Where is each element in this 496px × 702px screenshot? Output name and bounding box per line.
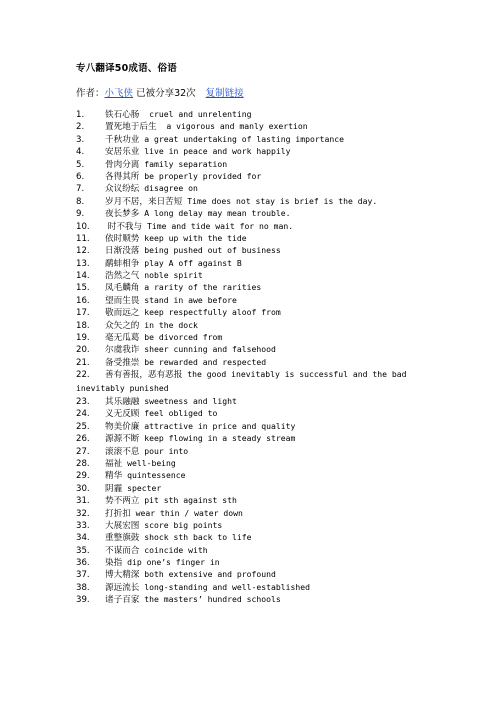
item-chinese: 义无反顾 [105, 409, 140, 420]
list-item [76, 519, 456, 531]
item-chinese: 物美价廉 [105, 421, 140, 432]
item-chinese: 尔虞我诈 [105, 345, 140, 356]
item-english: be properly provided for [139, 170, 262, 181]
list-item [76, 281, 456, 293]
list-item [76, 220, 456, 232]
item-english: both extensive and profound [139, 569, 276, 580]
item-chinese: 势不两立 [105, 496, 140, 507]
item-chinese: 铁石心肠 [105, 110, 140, 120]
item-english: noble spirit [139, 270, 203, 281]
item-chinese: 备受推崇 [105, 357, 140, 368]
item-number: 13. [76, 258, 90, 269]
list-item [76, 331, 456, 343]
item-english: be rewarded and respected [139, 356, 267, 367]
item-chinese: 染指 [105, 558, 123, 569]
list-item [76, 294, 456, 306]
item-english: stand in awe before [139, 294, 237, 305]
item-chinese: 日渐没落 [105, 246, 140, 257]
item-chinese: 敬而远之 [105, 308, 140, 319]
item-number: 23. [76, 397, 90, 408]
list-item [76, 207, 456, 219]
list-item [76, 395, 456, 407]
item-english: disagree on [139, 183, 198, 194]
item-number: 35. [76, 545, 90, 556]
item-chinese: 打折扣 [105, 508, 131, 519]
item-number: 17. [76, 308, 90, 319]
item-number: 24. [76, 409, 90, 420]
item-chinese: 骨肉分离 [105, 159, 140, 170]
list-item [76, 133, 456, 145]
item-english: live in peace and work happily [139, 146, 291, 157]
item-number: 27. [76, 446, 90, 457]
list-item [76, 108, 456, 120]
item-chinese: 时不我与 [105, 221, 143, 232]
list-item [76, 257, 456, 269]
item-number: 33. [76, 520, 90, 531]
item-english: feel obliged to [139, 408, 218, 419]
item-number: 39. [76, 595, 90, 606]
item-number: 9. [76, 209, 85, 220]
item-chinese: 重整旗鼓 [105, 533, 140, 544]
item-english: Time and tide wait for no man. [142, 220, 294, 231]
item-number: 5. [76, 159, 85, 170]
item-chinese: 其乐融融 [105, 397, 140, 408]
item-number: 36. [76, 558, 90, 569]
list-item [76, 507, 456, 519]
item-number: 26. [76, 434, 90, 445]
item-chinese: 凤毛麟角 [105, 283, 140, 294]
list-item [76, 170, 456, 182]
item-chinese: 依时顺势 [105, 233, 140, 244]
list-item [76, 556, 456, 568]
item-chinese: 善有善报，恶有恶报 [105, 370, 183, 381]
item-chinese: 精华 [105, 471, 123, 482]
list-item [76, 432, 456, 444]
item-chinese: 鹬蚌相争 [105, 258, 140, 269]
item-english: keep up with the tide [139, 232, 247, 243]
item-chinese: 各得其所 [105, 171, 140, 182]
list-item [76, 158, 456, 170]
item-english: attractive in price and quality [139, 420, 296, 431]
item-english: keep flowing in a steady stream [139, 433, 296, 444]
list-item [76, 120, 456, 132]
item-english: a vigorous and manly exertion [156, 121, 308, 132]
list-item [76, 457, 456, 469]
item-chinese: 千秋功业 [105, 134, 140, 145]
item-english: quintessence [122, 470, 186, 481]
item-english: score big points [139, 519, 223, 530]
list-item [76, 343, 456, 355]
item-number: 3. [76, 134, 85, 145]
item-chinese: 众矢之的 [105, 320, 140, 331]
item-chinese: 源源不断 [105, 434, 140, 445]
item-number: 18. [76, 320, 90, 331]
list-item [76, 445, 456, 457]
item-number: 21. [76, 357, 90, 368]
item-english: Time does not stay is brief is the day. [182, 195, 378, 206]
item-chinese: 置死地于后生 [105, 122, 157, 133]
item-chinese: 源远流长 [105, 582, 140, 593]
item-english: coincide with [139, 544, 208, 555]
item-number: 38. [76, 582, 90, 593]
item-chinese: 博大精深 [105, 570, 140, 581]
page-title: 专八翻译50成语、俗语 [76, 63, 177, 74]
item-chinese: 岁月不居，来日苦短 [105, 196, 183, 207]
list-item [76, 269, 456, 281]
item-english: being pushed out of business [139, 245, 281, 256]
item-number: 32. [76, 508, 90, 519]
item-english: specter [122, 482, 162, 493]
list-item [76, 469, 456, 481]
item-number: 20. [76, 345, 90, 356]
item-number: 7. [76, 184, 85, 195]
list-item [76, 195, 456, 207]
item-chinese: 众议纷纭 [105, 184, 140, 195]
item-chinese: 望而生畏 [105, 295, 140, 306]
item-english: family separation [139, 158, 228, 169]
item-english: the masters’ hundred schools [139, 594, 281, 605]
item-english: A long delay may mean trouble. [139, 208, 291, 219]
item-number: 25. [76, 421, 90, 432]
item-english: well-being [122, 457, 176, 468]
item-english: long-standing and well-established [139, 581, 310, 592]
item-number: 12. [76, 246, 90, 257]
idiom-list [76, 108, 456, 606]
item-chinese: 福祉 [105, 458, 123, 469]
item-number: 15. [76, 283, 90, 294]
item-number: 6. [76, 171, 85, 182]
list-item [76, 356, 456, 368]
item-english: pit sth against sth [139, 495, 237, 506]
item-english: pour into [139, 445, 189, 456]
item-english: dip one’s finger in [122, 557, 220, 568]
author-prefix: 作者： [76, 88, 105, 99]
item-chinese: 滚滚不息 [105, 446, 140, 457]
item-number: 19. [76, 333, 90, 344]
list-item [76, 244, 456, 256]
item-number: 2. [76, 122, 85, 133]
list-item [76, 182, 456, 194]
item-chinese: 夜长梦多 [105, 209, 140, 220]
list-item [76, 482, 456, 494]
item-chinese: 浩然之气 [105, 271, 140, 282]
item-number: 31. [76, 496, 90, 507]
item-number: 37. [76, 570, 90, 581]
item-number: 1. [76, 110, 85, 120]
copy-link[interactable]: 复制链接 [205, 88, 244, 99]
item-chinese: 不谋而合 [105, 545, 140, 556]
item-number: 14. [76, 271, 90, 282]
list-item [76, 306, 456, 318]
author-link[interactable]: 小飞侠 [104, 88, 134, 99]
item-number: 16. [76, 295, 90, 306]
item-english: cruel and unrelenting [139, 109, 252, 119]
list-item [76, 319, 456, 331]
list-item [76, 544, 456, 556]
list-item [76, 232, 456, 244]
item-english: keep respectfully aloof from [139, 307, 281, 318]
list-item [76, 407, 456, 419]
item-number: 30. [76, 483, 90, 494]
item-number: 34. [76, 533, 90, 544]
list-item [76, 368, 456, 395]
item-english: be divorced from [139, 332, 223, 343]
list-item [76, 494, 456, 506]
item-english: sweetness and light [139, 396, 237, 407]
item-chinese: 阴霾 [105, 483, 123, 494]
item-english: a rarity of the rarities [139, 282, 262, 293]
item-english: the good inevitably is successful and the bad inevitably punished [76, 369, 412, 393]
item-english: wear thin / water down [130, 507, 243, 518]
author-line [76, 85, 244, 99]
item-chinese: 大展宏图 [105, 520, 140, 531]
item-number: 8. [76, 196, 85, 207]
list-item [76, 420, 456, 432]
list-item [76, 531, 456, 543]
list-item [76, 145, 456, 157]
list-item [76, 593, 456, 605]
item-number: 29. [76, 471, 90, 482]
item-english: shock sth back to life [139, 532, 252, 543]
item-chinese: 毫无瓜葛 [105, 333, 140, 344]
item-english: in the dock [139, 319, 198, 330]
item-english: play A off against B [139, 257, 242, 268]
item-english: a great undertaking of lasting importance [139, 133, 345, 144]
item-english: sheer cunning and falsehood [139, 344, 276, 355]
item-number: 22. [76, 370, 90, 381]
item-number: 4. [76, 147, 85, 158]
item-chinese: 安居乐业 [105, 147, 140, 158]
item-chinese: 诸子百家 [105, 595, 140, 606]
item-number: 11. [76, 233, 90, 244]
item-number: 10. [76, 221, 90, 232]
list-item [76, 568, 456, 580]
list-item [76, 581, 456, 593]
share-count: 已被分享32次 [136, 88, 196, 99]
item-number: 28. [76, 458, 90, 469]
